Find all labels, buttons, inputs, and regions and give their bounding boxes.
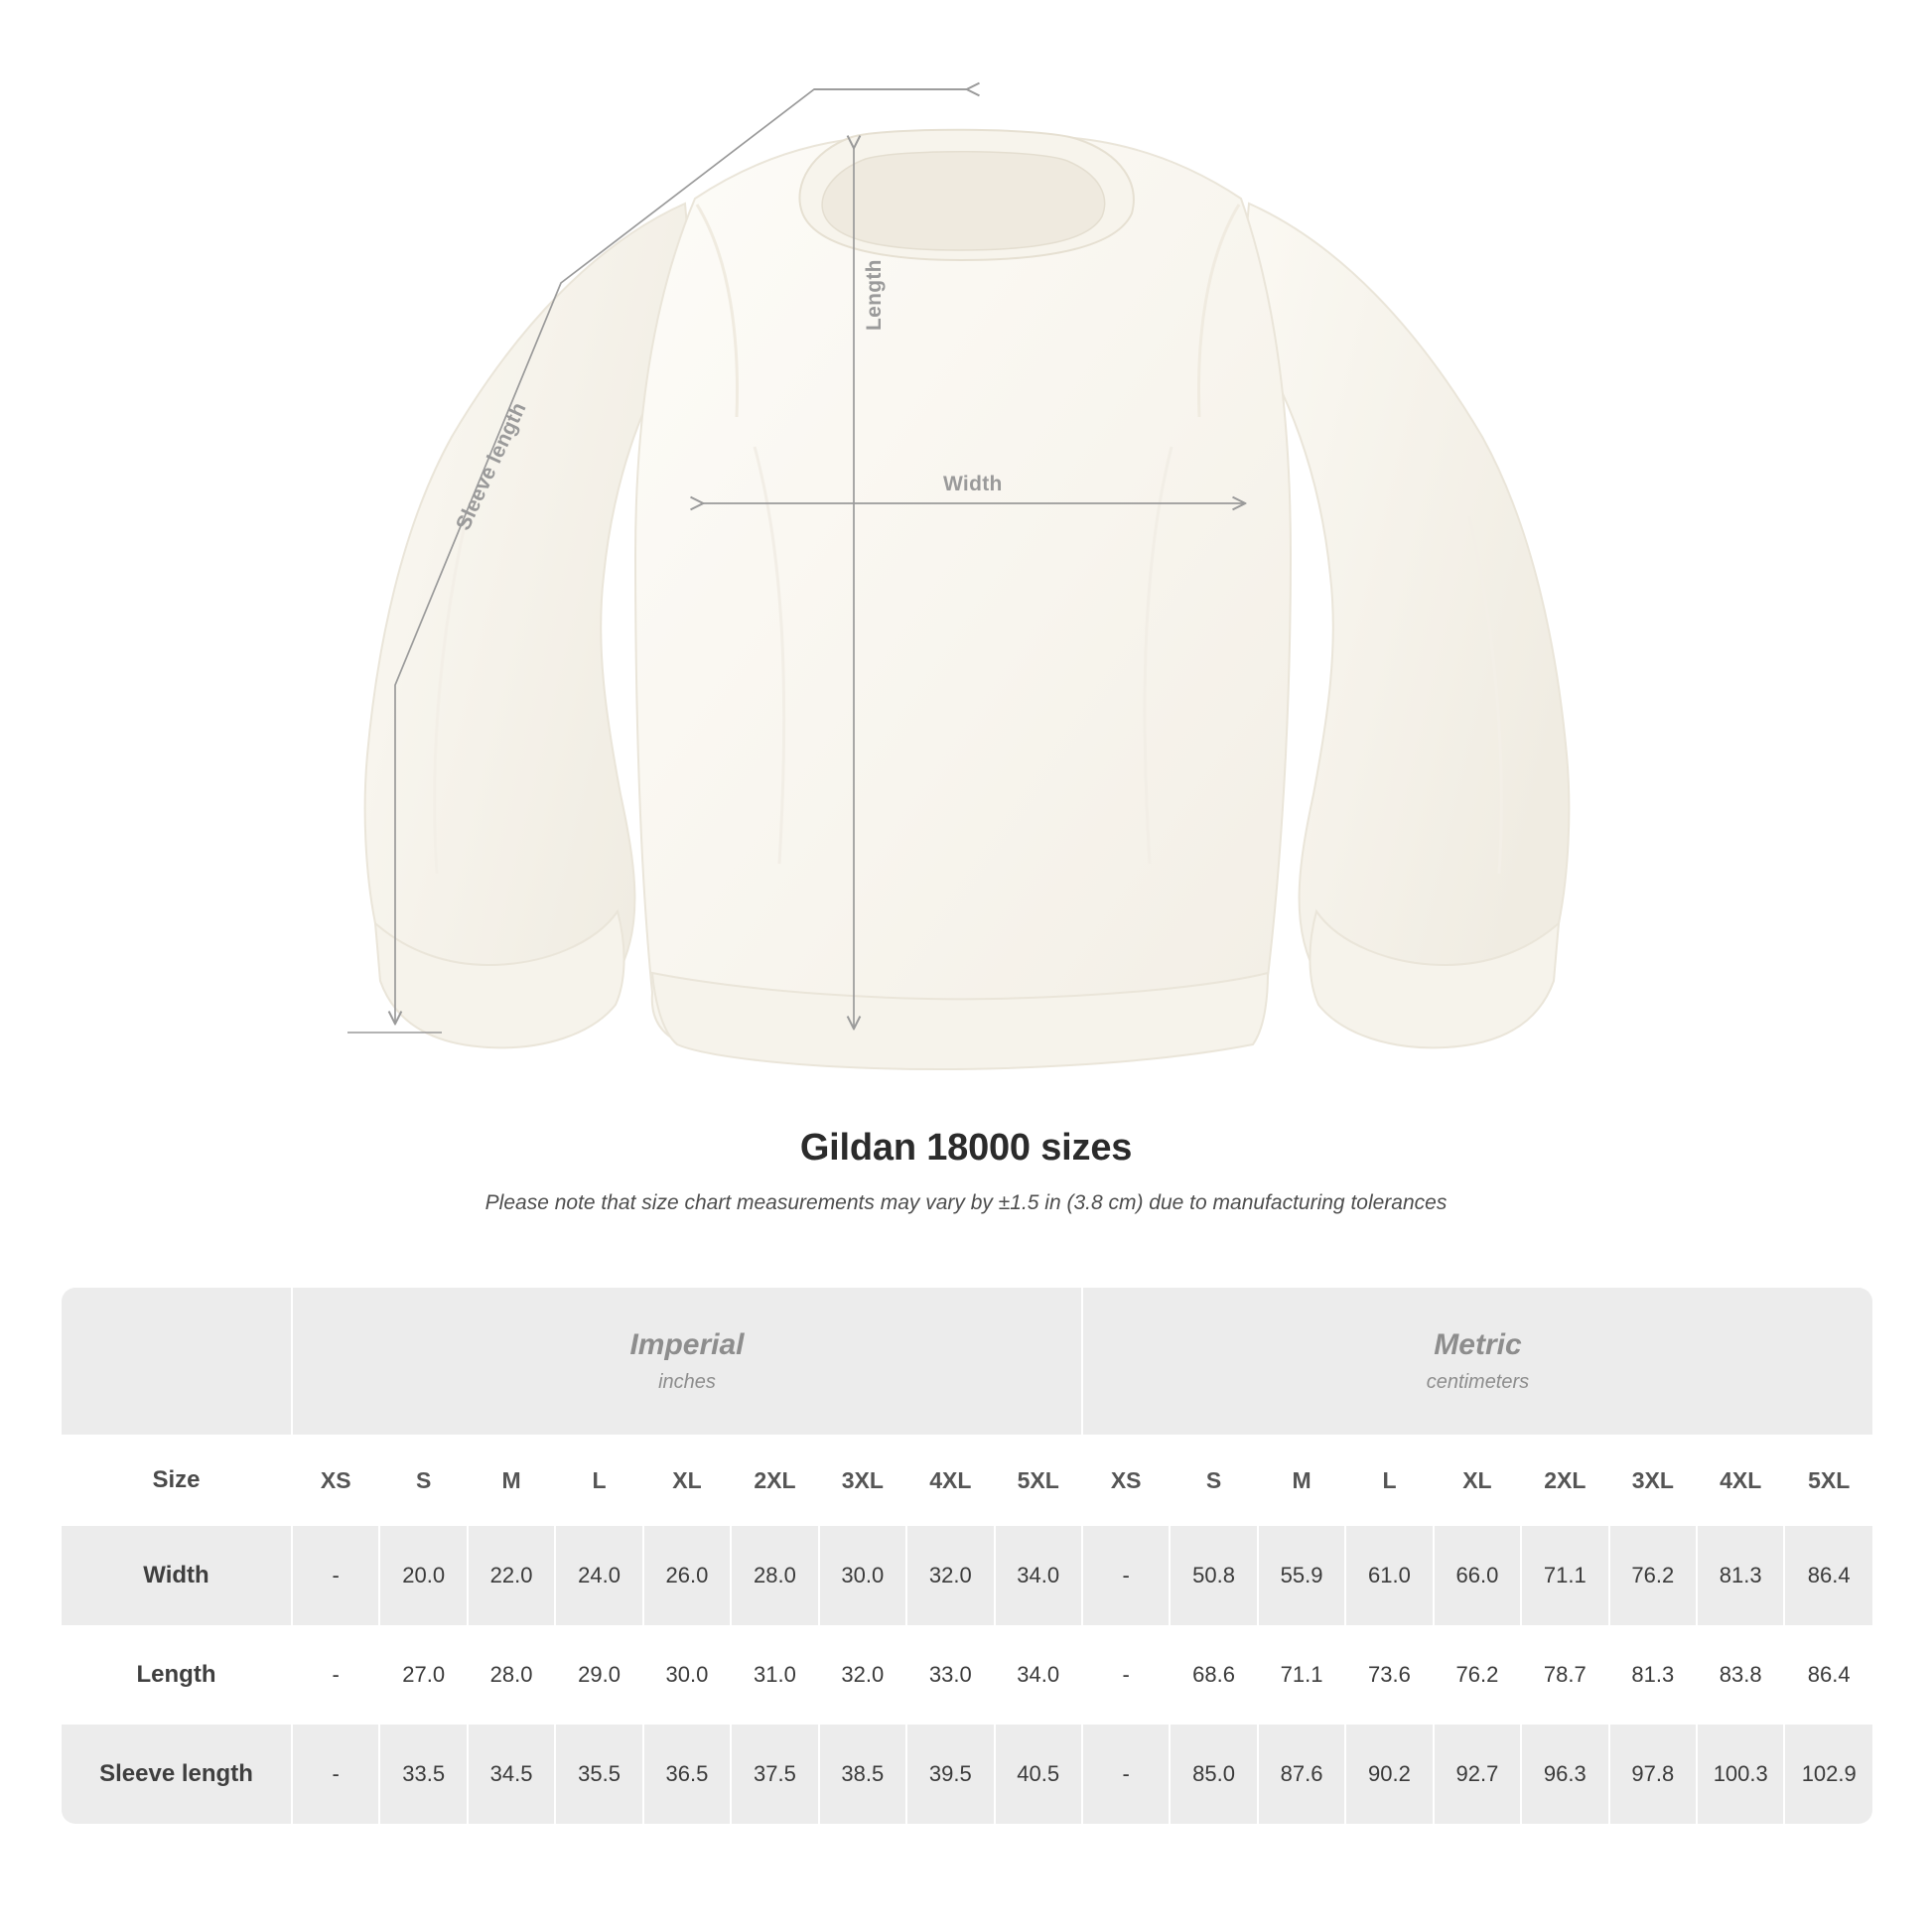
cell-sleeve-imperial-xl: 36.5 — [643, 1725, 731, 1824]
unit-group-imperial-sub: inches — [658, 1371, 716, 1393]
size-header-imperial-m: M — [468, 1435, 555, 1526]
cell-length-metric-m: 71.1 — [1258, 1625, 1345, 1725]
cell-sleeve-imperial-xs: - — [292, 1725, 379, 1824]
cell-sleeve-imperial-2xl: 37.5 — [731, 1725, 818, 1824]
cell-width-imperial-xs: - — [292, 1526, 379, 1625]
size-header-metric-s: S — [1170, 1435, 1257, 1526]
cell-sleeve-metric-m: 87.6 — [1258, 1725, 1345, 1824]
row-label-sleeve-length: Sleeve length — [62, 1725, 292, 1824]
cell-sleeve-metric-xs: - — [1082, 1725, 1170, 1824]
cell-width-imperial-m: 22.0 — [468, 1526, 555, 1625]
size-header-imperial-xs: XS — [292, 1435, 379, 1526]
cell-length-imperial-l: 29.0 — [555, 1625, 642, 1725]
cell-width-imperial-2xl: 28.0 — [731, 1526, 818, 1625]
cell-sleeve-imperial-3xl: 38.5 — [819, 1725, 906, 1824]
size-header-metric-4xl: 4XL — [1697, 1435, 1784, 1526]
size-header-imperial-s: S — [379, 1435, 467, 1526]
cell-sleeve-imperial-m: 34.5 — [468, 1725, 555, 1824]
row-label-width: Width — [62, 1526, 292, 1625]
table-row — [62, 1725, 1872, 1824]
size-header-imperial-l: L — [555, 1435, 642, 1526]
size-chart-table-wrap — [62, 1288, 1872, 1824]
cell-width-metric-l: 61.0 — [1345, 1526, 1433, 1625]
unit-header-corner — [62, 1288, 292, 1435]
cell-sleeve-metric-2xl: 96.3 — [1521, 1725, 1608, 1824]
size-header-metric-l: L — [1345, 1435, 1433, 1526]
cell-sleeve-imperial-l: 35.5 — [555, 1725, 642, 1824]
cell-length-metric-4xl: 83.8 — [1697, 1625, 1784, 1725]
cell-width-metric-5xl: 86.4 — [1784, 1526, 1872, 1625]
cell-length-metric-s: 68.6 — [1170, 1625, 1257, 1725]
cell-length-metric-5xl: 86.4 — [1784, 1625, 1872, 1725]
cell-width-metric-m: 55.9 — [1258, 1526, 1345, 1625]
cell-sleeve-metric-s: 85.0 — [1170, 1725, 1257, 1824]
size-chart-table — [62, 1288, 1872, 1824]
sweatshirt-shape — [365, 130, 1570, 1069]
size-header-row — [62, 1435, 1872, 1526]
cell-width-imperial-l: 24.0 — [555, 1526, 642, 1625]
tolerance-note: Please note that size chart measurements may vary by ±1.5 in (3.8 cm) due to manufacturing tolerances — [484, 1191, 1448, 1214]
unit-group-metric-sub: centimeters — [1426, 1371, 1530, 1393]
cell-sleeve-imperial-4xl: 39.5 — [906, 1725, 994, 1824]
size-header-label: Size — [62, 1435, 292, 1526]
cell-sleeve-metric-3xl: 97.8 — [1609, 1725, 1697, 1824]
cell-width-metric-4xl: 81.3 — [1697, 1526, 1784, 1625]
cell-length-imperial-5xl: 34.0 — [995, 1625, 1082, 1725]
unit-group-imperial-name: Imperial — [629, 1328, 745, 1361]
cell-sleeve-imperial-5xl: 40.5 — [995, 1725, 1082, 1824]
cell-sleeve-metric-l: 90.2 — [1345, 1725, 1433, 1824]
cell-width-metric-xl: 66.0 — [1434, 1526, 1521, 1625]
cell-sleeve-metric-5xl: 102.9 — [1784, 1725, 1872, 1824]
size-header-metric-m: M — [1258, 1435, 1345, 1526]
cell-width-metric-3xl: 76.2 — [1609, 1526, 1697, 1625]
cell-sleeve-metric-4xl: 100.3 — [1697, 1725, 1784, 1824]
cell-width-metric-xs: - — [1082, 1526, 1170, 1625]
cell-width-metric-s: 50.8 — [1170, 1526, 1257, 1625]
cell-length-imperial-xl: 30.0 — [643, 1625, 731, 1725]
cell-length-imperial-s: 27.0 — [379, 1625, 467, 1725]
unit-group-imperial — [292, 1288, 1082, 1435]
row-label-length: Length — [62, 1625, 292, 1725]
cell-length-metric-l: 73.6 — [1345, 1625, 1433, 1725]
cell-width-imperial-4xl: 32.0 — [906, 1526, 994, 1625]
size-header-metric-xl: XL — [1434, 1435, 1521, 1526]
size-header-metric-xs: XS — [1082, 1435, 1170, 1526]
unit-group-metric — [1082, 1288, 1872, 1435]
size-header-imperial-xl: XL — [643, 1435, 731, 1526]
cell-length-metric-3xl: 81.3 — [1609, 1625, 1697, 1725]
cell-length-imperial-4xl: 33.0 — [906, 1625, 994, 1725]
size-header-metric-5xl: 5XL — [1784, 1435, 1872, 1526]
cell-width-imperial-3xl: 30.0 — [819, 1526, 906, 1625]
cell-length-imperial-2xl: 31.0 — [731, 1625, 818, 1725]
table-row — [62, 1625, 1872, 1725]
size-header-imperial-2xl: 2XL — [731, 1435, 818, 1526]
table-row — [62, 1526, 1872, 1625]
cell-length-imperial-m: 28.0 — [468, 1625, 555, 1725]
title-block — [0, 1127, 1932, 1215]
sleeve-length-dimension-label: Sleeve length — [452, 398, 531, 534]
size-header-metric-3xl: 3XL — [1609, 1435, 1697, 1526]
cell-width-imperial-xl: 26.0 — [643, 1526, 731, 1625]
cell-length-metric-xl: 76.2 — [1434, 1625, 1521, 1725]
cell-width-imperial-s: 20.0 — [379, 1526, 467, 1625]
cell-width-imperial-5xl: 34.0 — [995, 1526, 1082, 1625]
cell-length-imperial-3xl: 32.0 — [819, 1625, 906, 1725]
page-title: Gildan 18000 sizes — [799, 1127, 1133, 1169]
unit-header-row — [62, 1288, 1872, 1435]
size-header-imperial-4xl: 4XL — [906, 1435, 994, 1526]
length-dimension-label: Length — [863, 259, 886, 331]
cell-length-imperial-xs: - — [292, 1625, 379, 1725]
cell-length-metric-xs: - — [1082, 1625, 1170, 1725]
unit-group-metric-name: Metric — [1434, 1328, 1522, 1361]
cell-width-metric-2xl: 71.1 — [1521, 1526, 1608, 1625]
width-dimension-label: Width — [943, 473, 1003, 495]
cell-length-metric-2xl: 78.7 — [1521, 1625, 1608, 1725]
cell-sleeve-imperial-s: 33.5 — [379, 1725, 467, 1824]
size-header-metric-2xl: 2XL — [1521, 1435, 1608, 1526]
size-header-imperial-3xl: 3XL — [819, 1435, 906, 1526]
cell-sleeve-metric-xl: 92.7 — [1434, 1725, 1521, 1824]
size-header-imperial-5xl: 5XL — [995, 1435, 1082, 1526]
